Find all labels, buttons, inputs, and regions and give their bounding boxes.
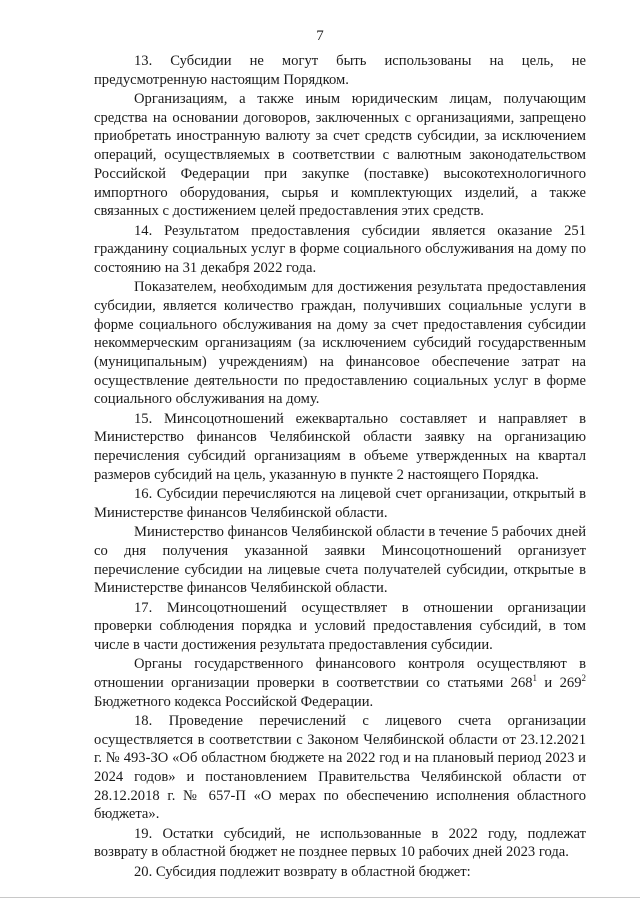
paragraph-19: 19. Остатки субсидий, не использованные в 2022 году, подлежат возврату в областной бюджет не позднее первых 10 рабочих дней 2023 года.	[94, 825, 586, 861]
superscript-2: 2	[581, 672, 586, 683]
paragraph-17: 17. Минсоцотношений осуществляет в отношении организации проверки соблюдения порядка и условий предоставления субсидий, в том числе в части достижения результата предоставления субсидии.	[94, 599, 586, 653]
paragraph-16: 16. Субсидии перечисляются на лицевой счет организации, открытый в Министерстве финансов Челябинской области.	[94, 486, 586, 521]
paragraph-14: 14. Результатом предоставления субсидии является оказание 251 гражданину социальных услуг в форме социального обслуживания на дому по состоянию на 31 декабря 2022 года.	[94, 222, 586, 276]
paragraph-18: 18. Проведение перечислений с лицевого счета организации осуществляется в соответствии с Законом Челябинской области от 23.12.2021 г. № 493-ЗО «Об областном бюджете на 2022 год и на плановый период 2023 и 2024 годов» и постановлением Правительства Челябинской области от 28.12.2018 г. № 657-П «О мерах по обеспечению исполнения областного бюджета».	[94, 712, 586, 823]
paragraph-14-indicator: Показателем, необходимым для достижения результата предоставления субсидии, является количество граждан, получивших социальные услуги в форме социального обслуживания на дому за счет предоставления субсидии некоммерческим организациям (за исключением субсидий государственным (муниципальным) учреждениям) на финансовое обеспечение затрат на осуществление деятельности по предоставлению социальных услуг в форме социального обслуживания на дому.	[94, 279, 586, 408]
page-number: 7	[316, 28, 324, 44]
audit-text-middle: и 269	[537, 674, 582, 691]
paragraph-15: 15. Минсоцотношений ежеквартально составляет и направляет в Министерство финансов Челябинской области заявку на организацию перечисления субсидий организациям в объеме утвержденных на квартал размеров субсидий на цель, указанную в пункте 2 настоящего Порядка.	[94, 410, 586, 483]
audit-text-before: Органы государственного финансового контроля осуществляют в отношении организации проверки в соответствии со статьями 268	[94, 656, 586, 691]
document-body	[94, 52, 586, 881]
paragraph-20: 20. Субсидия подлежит возврату в областной бюджет:	[134, 863, 471, 880]
paragraph-13: 13. Субсидии не могут быть использованы на цель, не предусмотренную настоящим Порядком.	[94, 53, 586, 88]
audit-text-after: Бюджетного кодекса Российской Федерации.	[94, 693, 374, 710]
paragraph-17-audit	[94, 655, 586, 711]
paragraph-13-currency: Организациям, а также иным юридическим лицам, получающим средства на основании договоров, заключенных с организациями, запрещено приобретать иностранную валюту за счет средств субсидии, за исключением операций, осуществляемых в соответствии с валютным законодательством Российской Федерации при закупке (поставке) высокотехнологичного импортного оборудования, сырья и комплектующих изделий, а также связанных с достижением целей предоставления этих средств.	[94, 91, 586, 220]
page-bottom-edge	[0, 897, 640, 898]
paragraph-16-transfer: Министерство финансов Челябинской области в течение 5 рабочих дней со дня получения указанной заявки Минсоцотношений организует перечисление субсидии на лицевые счета получателей субсидии, открытые в Министерстве финансов Челябинской области.	[94, 524, 586, 597]
superscript-1: 1	[532, 672, 538, 683]
